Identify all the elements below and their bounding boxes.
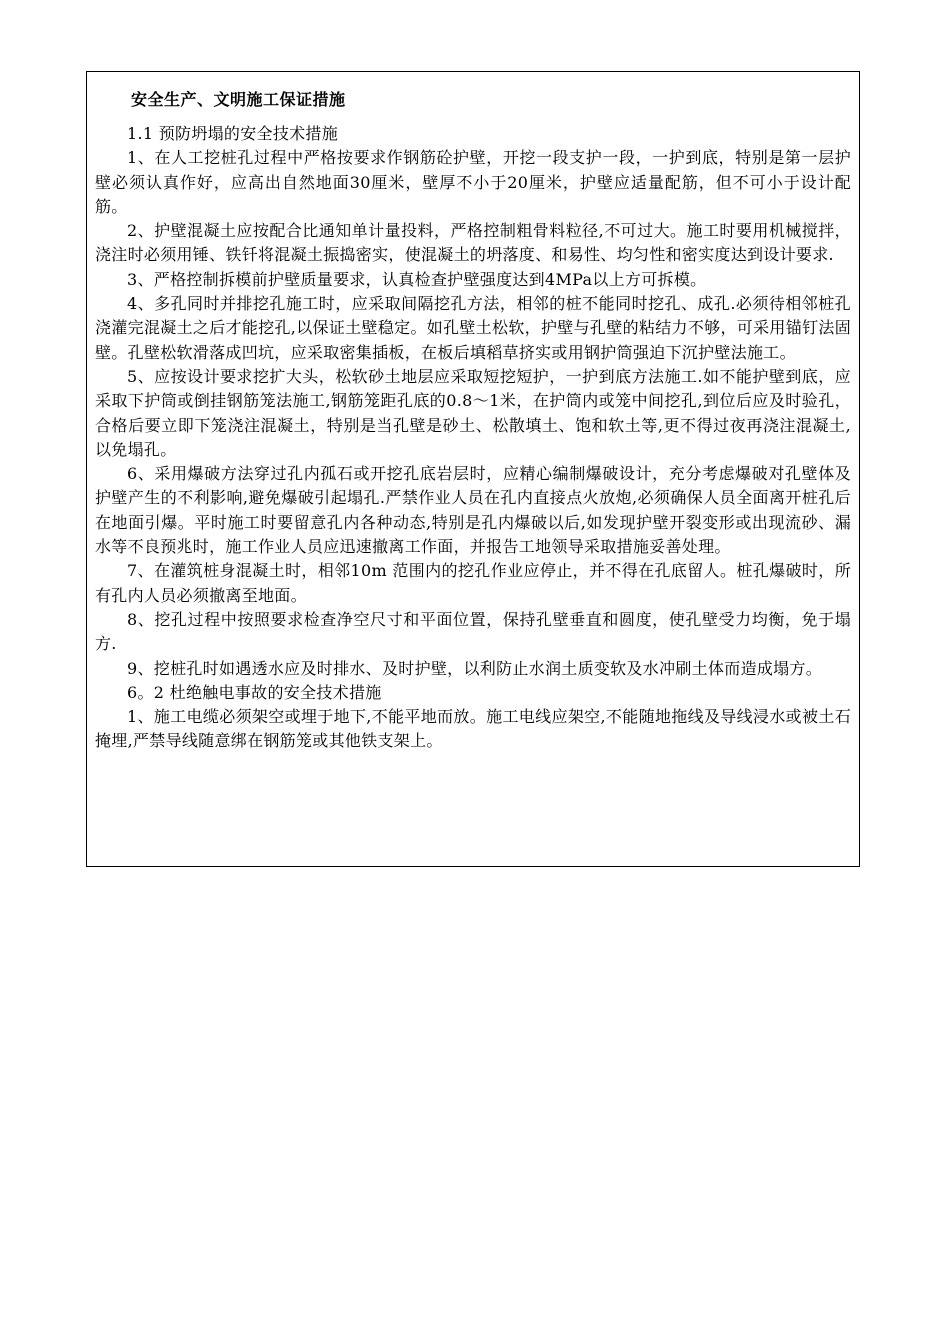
paragraph-item-1: 1、在人工挖桩孔过程中严格按要求作钢筋砼护壁，开挖一段支护一段，一护到底，特别是第一层护壁必须认真作好，应高出自然地面30厘米，壁厚不小于20厘米，护壁应适量配筋，但不可小于设计配筋。 bbox=[95, 148, 851, 216]
paragraph-item-6: 6、采用爆破方法穿过孔内孤石或开挖孔底岩层时，应精心编制爆破设计，充分考虑爆破对孔壁体及护壁产生的不利影响,避免爆破引起塌孔.严禁作业人员在孔内直接点火放炮,必须确保人员全面离开桩孔后在地面引爆。平时施工时要留意孔内各种动态,特别是孔内爆破以后,如发现护壁开裂变形或出现流砂、漏水等不良预兆时，施工作业人员应迅速撤离工作面，并报告工地领导采取措施妥善处理。 bbox=[95, 464, 851, 557]
paragraph-item-9: 9、挖桩孔时如遇透水应及时排水、及时护壁，以利防止水润土质变软及水冲刷土体而造成塌方。 bbox=[127, 658, 823, 678]
section-heading-electrocution-prevention: 6。2 杜绝触电事故的安全技术措施 bbox=[127, 682, 382, 702]
document-title: 安全生产、文明施工保证措施 bbox=[131, 90, 346, 109]
paragraph-item-7: 7、在灌筑桩身混凝土时，相邻10m 范围内的挖孔作业应停止，并不得在孔底留人。桩孔爆破时，所有孔内人员必须撤离至地面。 bbox=[95, 561, 851, 605]
document-frame bbox=[86, 71, 860, 867]
paragraph-item-4: 4、多孔同时并排挖孔施工时，应采取间隔挖孔方法，相邻的桩不能同时挖孔、成孔.必须待相邻桩孔浇灌完混凝土之后才能挖孔,以保证土壁稳定。如孔壁土松软，护壁与孔壁的粘结力不够，可采用锚钉法固壁。孔壁松软滑落成凹坑，应采取密集插板，在板后填稻草挤实或用钢护筒强迫下沉护壁法施工。 bbox=[95, 294, 851, 362]
paragraph-item-3: 3、严格控制拆模前护壁质量要求，认真检查护壁强度达到4MPa以上方可拆模。 bbox=[127, 269, 707, 289]
paragraph-item-electrical-1: 1、施工电缆必须架空或埋于地下,不能平地而放。施工电线应架空,不能随地拖线及导线浸水或被土石掩埋,严禁导线随意绑在钢筋笼或其他铁支架上。 bbox=[95, 707, 851, 751]
section-heading-collapse-prevention: 1.1 预防坍塌的安全技术措施 bbox=[127, 124, 339, 143]
paragraph-item-8: 8、挖孔过程中按照要求检查净空尺寸和平面位置，保持孔壁垂直和圆度，使孔壁受力均衡，免于塌方. bbox=[95, 609, 851, 654]
paragraph-item-2: 2、护壁混凝土应按配合比通知单计量投料，严格控制粗骨料粒径,不可过大。施工时要用机械搅拌，浇注时必须用锤、铁钎将混凝土振捣密实，使混凝土的坍落度、和易性、均匀性和密实度达到设计要求. bbox=[95, 221, 851, 265]
paragraph-item-5: 5、应按设计要求挖扩大头，松软砂土地层应采取短挖短护，一护到底方法施工.如不能护壁到底，应采取下护筒或倒挂钢筋笼法施工,钢筋笼距孔底的0.8～1米，在护筒内或笼中间挖孔,到位后应及时验孔，合格后要立即下笼浇注混凝土，特别是当孔壁是砂土、松散填土、饱和软土等,更不得过夜再浇注混凝土,以免塌孔。 bbox=[95, 366, 851, 459]
